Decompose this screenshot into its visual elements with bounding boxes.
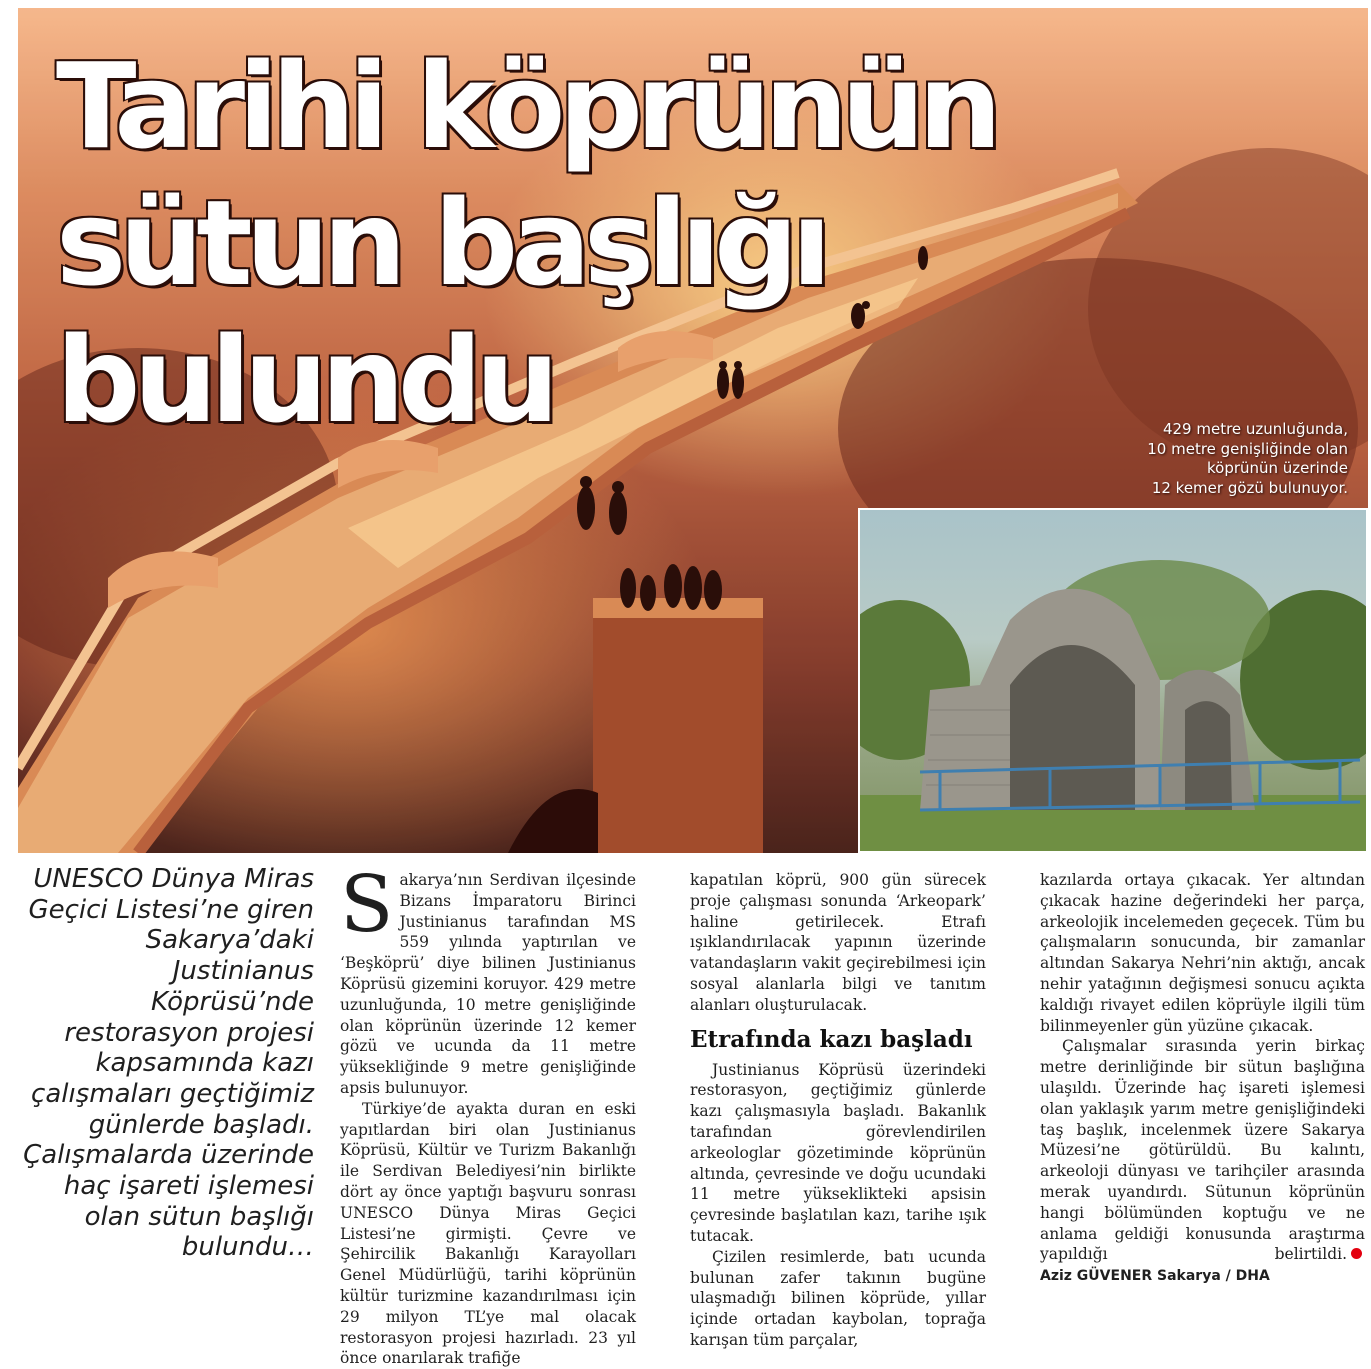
caption-line: 12 kemer gözü bulunuyor. xyxy=(1151,478,1348,497)
headline-line: Tarihi köprünün xyxy=(56,37,996,175)
paragraph-text: akarya’nın Serdivan ilçesinde Bizans İmparatoru Birinci Justinianus tarafından MS 559 yılında yaptırılan ve ‘Beşköprü’ diye bilinen Justinianus Köprüsü gizemini koruyor. 429 metre uzunluğunda, 10 metre genişliğinde olan köprünün üzerinde 12 kemer gözü ve ucunda da 11 metre yüksekliğinde 9 metre genişliğinde apsis bulunuyor. xyxy=(340,871,636,1097)
article-column-3 xyxy=(1040,870,1365,1287)
article-paragraph: Çizilen resimlerde, batı ucunda bulunan zafer takının bugüne ulaşmadığı bilinen köprüde, yıllar içinde ortadan kaybolan, toprağa karışan tüm parçalar, xyxy=(690,1247,986,1349)
article-column-2 xyxy=(690,870,986,1351)
caption-line: köprünün üzerinde xyxy=(1206,459,1348,477)
apse-ruin-illustration xyxy=(860,510,1366,851)
photo-caption xyxy=(1147,420,1348,498)
article-paragraph: kazılarda ortaya çıkacak. Yer altından çıkacak hazine değerindeki her parça, arkeolojik incelemeden geçecek. Tüm bu çalışmaların sonucunda, bir zamanlar altından Sakarya Nehri’nin aktığı, ancak nehir yatağının değişmesi sonucu açıkta kaldığı rivayet edilen köprüyle ilgili tüm bilinmeyenler gün yüzüne çıkacak. xyxy=(1040,871,1365,1035)
main-photo xyxy=(18,8,1368,853)
article-paragraph: Justinianus Köprüsü üzerindeki restorasyon, geçtiğimiz günlerde kazı çalışmasıyla başladı. Bakanlık tarafından görevlendirilen arkeologlar gözetiminde köprünün altında, çevresinde ve doğu ucundaki 11 metre yükseklikteki apsisin çevresinde başlatılan kazı, tarihe ışık tutacak. xyxy=(690,1060,986,1245)
headline-line: sütun başlığı xyxy=(56,174,825,312)
article-paragraph: Türkiye’de ayakta duran en eski yapıtlardan biri olan Justinianus Köprüsü, Kültür ve Turizm Bakanlığı ile Serdivan Belediyesi’nin birlikte dört ay önce yaptığı başvuru sonrası UNESCO Dünya Miras Geçici Listesi’ne girmişti. Çevre ve Şehircilik Bakanlığı Karayolları Genel Müdürlüğü, tarihi köprünün kültür turizmine kazandırılması için 29 milyon TL’ye mal olacak restorasyon projesi hazırladı. 23 yıl önce onarılarak trafiğe xyxy=(340,1099,636,1368)
lede: UNESCO Dünya Miras Geçici Listesi’ne giren Sakarya’daki Justinianus Köprüsü’nde restorasyon projesi kapsamında kazı çalışmaları geçtiğimiz günlerde başladı. Çalışmalarda üzerinde haç işareti işlemesi olan sütun başlığı bulundu… xyxy=(23,864,314,1263)
caption-line: 429 metre uzunluğunda, xyxy=(1162,420,1348,438)
article-paragraph xyxy=(340,860,636,1099)
article-column-1 xyxy=(340,860,636,1369)
byline: Aziz GÜVENER Sakarya / DHA xyxy=(1040,1268,1270,1285)
drop-cap: S xyxy=(340,860,394,950)
caption-line: 10 metre genişliğinde olan xyxy=(1147,439,1348,458)
red-dot-icon xyxy=(1351,1248,1362,1259)
article-paragraph: kapatılan köprü, 900 gün sürecek proje çalışması sonunda ‘Arkeopark’ haline getirilecek. Etrafı ışıklandırılacak yapının üzerinde vatandaşların vakit geçirebilmesi için sosyal alanlarla bilgi ve tanıtım alanları oluşturulacak. xyxy=(690,871,986,1014)
inset-photo xyxy=(858,508,1368,853)
paragraph-text: Çalışmalar sırasında yerin birkaç metre derinliğinde bir sütun başlığına ulaşıldı. Üzerinde haç işareti işlemesi olan yaklaşık yarım metre genişliğindeki taş başlık, incelenmek üzere Sakarya Müzesi’ne götürüldü. Bu kalıntı, arkeoloji dünyası ve tarihçiler arasında merak uyandırdı. Sütunun köprünün hangi bölümünden koptuğu ve ne anlama geldiği konusunda araştırma yapıldığı belirtildi. xyxy=(1040,1037,1365,1264)
article-paragraph xyxy=(1040,1036,1365,1287)
headline xyxy=(56,38,995,449)
subheading: Etrafında kazı başladı xyxy=(690,1025,973,1053)
headline-line: bulundu xyxy=(56,311,553,449)
